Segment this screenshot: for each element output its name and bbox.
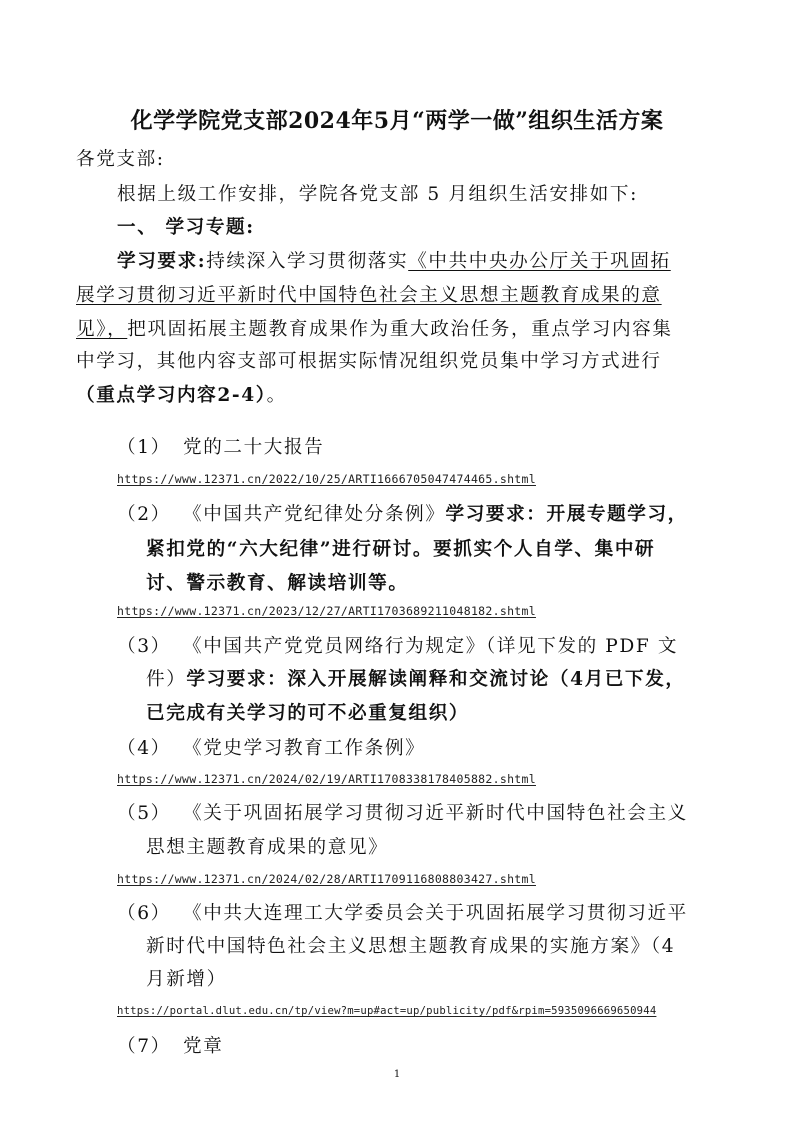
- item-text: 《党史学习教育工作条例》: [183, 738, 426, 759]
- page-number: 1: [393, 1069, 401, 1080]
- list-item-2: [117, 500, 688, 526]
- opinion-title-link-end[interactable]: 见》，: [76, 319, 128, 340]
- item-number: （4）: [117, 738, 171, 759]
- list-item-5: [117, 799, 688, 825]
- requirement-line-4: 中学习，其他内容支部可根据实际情况组织党员集中学习方式进行: [76, 351, 662, 372]
- requirement-line-5: [76, 381, 287, 407]
- item-text: 《中国共产党纪律处分条例》: [183, 504, 446, 525]
- item-5-link[interactable]: https://www.12371.cn/2024/02/28/ARTI1709116808803427.shtml: [117, 872, 536, 886]
- list-item-6-line-2: 新时代中国特色社会主义思想主题教育成果的实施方案》（4: [146, 936, 676, 957]
- item-text: 《中国共产党党员网络行为规定》（详见下发的 PDF 文: [183, 636, 679, 657]
- item-4-link[interactable]: https://www.12371.cn/2024/02/19/ARTI1708338178405882.shtml: [117, 772, 536, 786]
- requirement-line-1: [117, 247, 671, 273]
- salutation: 各党支部:: [76, 149, 165, 170]
- document-title: 化学学院党支部2024年5月“两学一做”组织生活方案: [130, 108, 664, 134]
- intro-paragraph: 根据上级工作安排，学院各党支部 5 月组织生活安排如下:: [117, 184, 638, 205]
- list-item-7: [117, 1032, 223, 1058]
- requirement-line-3: [76, 315, 673, 341]
- list-item-2-line-3: 讨、警示教育、解读培训等。: [146, 573, 409, 594]
- item-2-link[interactable]: https://www.12371.cn/2023/12/27/ARTI1703689211048182.shtml: [117, 604, 536, 618]
- list-item-4: [117, 734, 425, 760]
- item-1-link[interactable]: https://www.12371.cn/2022/10/25/ARTI1666705047474465.shtml: [117, 472, 536, 486]
- list-item-5-line-2: 思想主题教育成果的意见》: [146, 837, 389, 858]
- item-number: （2）: [117, 504, 171, 525]
- requirement-line-2: [76, 281, 662, 307]
- item-number: （6）: [117, 903, 171, 924]
- key-content-note: （重点学习内容2-4）: [76, 385, 267, 406]
- list-item-2-line-2: 紧扣党的“六大纪律”进行研讨。要抓实个人自学、集中研: [146, 539, 656, 560]
- item-text: 《中共大连理工大学委员会关于巩固拓展学习贯彻习近平: [183, 903, 688, 924]
- item-requirement: 学习要求：深入开展解读阐释和交流讨论（4月已下发，: [186, 669, 686, 690]
- item-6-link[interactable]: https://portal.dlut.edu.cn/tp/view?m=up#act=up/publicity/pdf&rpim=5935096669650944: [117, 1005, 657, 1017]
- item-text: 党的二十大报告: [183, 437, 325, 458]
- list-item-3-line-3: 已完成有关学习的可不必重复组织）: [146, 703, 470, 724]
- opinion-title-link[interactable]: 《中共中央办公厅关于巩固拓: [408, 251, 671, 272]
- list-item-1: [117, 433, 324, 459]
- item-text: 件）: [146, 669, 187, 690]
- opinion-title-link-cont[interactable]: 展学习贯彻习近平新时代中国特色社会主义思想主题教育成果的意: [76, 285, 662, 306]
- section-heading-study: 一、 学习专题:: [117, 217, 255, 238]
- item-requirement: 学习要求：开展专题学习，: [445, 504, 688, 525]
- requirement-text: 持续深入学习贯彻落实: [206, 251, 409, 272]
- item-number: （5）: [117, 803, 171, 824]
- list-item-3-line-2: [146, 665, 686, 691]
- item-number: （3）: [117, 636, 171, 657]
- item-text: 党章: [183, 1036, 224, 1057]
- item-number: （1）: [117, 437, 171, 458]
- item-number: （7）: [117, 1036, 171, 1057]
- period: 。: [266, 385, 287, 406]
- list-item-6-line-3: 月新增）: [146, 969, 227, 990]
- item-text: 《关于巩固拓展学习贯彻习近平新时代中国特色社会主义: [183, 803, 688, 824]
- list-item-3: [117, 632, 678, 658]
- requirement-text: 把巩固拓展主题教育成果作为重大政治任务，重点学习内容集: [127, 319, 673, 340]
- requirement-label: 学习要求:: [117, 251, 207, 272]
- list-item-6: [117, 899, 688, 925]
